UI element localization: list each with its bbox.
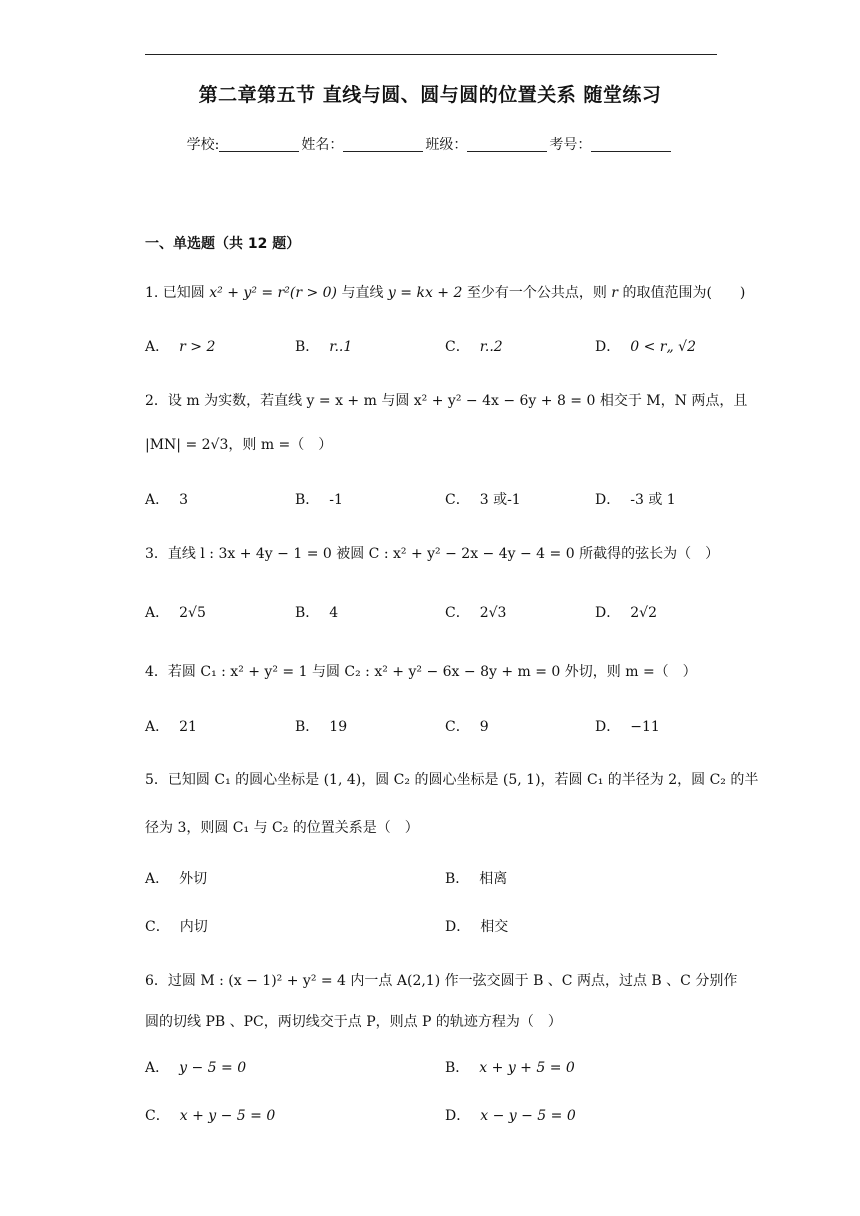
class-blank[interactable] [467,137,547,152]
option-1a[interactable]: A． r > 2 [145,339,216,355]
student-info-line [0,134,860,154]
option-2b[interactable]: B． -1 [295,492,343,508]
option-5a[interactable]: A． 外切 [145,871,208,887]
option-5d[interactable]: D． 相交 [445,919,509,935]
question-1: 1. 已知圆 x² + y² = r²(r > 0) 与直线 y = kx + 2 至少有一个公共点，则 r 的取值范围为( ) [145,285,746,301]
exam-number-blank[interactable] [591,137,671,152]
option-4a[interactable]: A． 21 [145,719,197,735]
option-4b[interactable]: B． 19 [295,719,348,735]
option-1c[interactable]: C． r..2 [445,339,503,355]
option-5b[interactable]: B． 相离 [445,871,508,887]
question-2-line-2: |MN| = 2√3，则 m =（ ） [145,437,333,453]
option-1d[interactable]: D． 0 < r„ √2 [595,339,696,355]
option-2d[interactable]: D． -3 或 1 [595,492,676,508]
option-4c[interactable]: C． 9 [445,719,489,735]
option-6a[interactable]: A． y − 5 = 0 [145,1060,247,1076]
option-6b[interactable]: B． x + y + 5 = 0 [445,1060,575,1076]
name-field[interactable]: 姓名： [301,134,425,154]
option-3a[interactable]: A． 2√5 [145,605,206,621]
option-1b[interactable]: B． r..1 [295,339,353,355]
page-title: 第二章第五节 直线与圆、圆与圆的位置关系 随堂练习 [198,84,662,106]
school-field[interactable]: 学校: [187,134,302,154]
top-rule [145,54,717,55]
option-6d[interactable]: D． x − y − 5 = 0 [445,1108,576,1124]
question-5-line-2: 径为 3，则圆 C₁ 与 C₂ 的位置关系是（ ） [145,820,419,836]
class-field[interactable]: 班级： [425,134,549,154]
option-4d[interactable]: D． −11 [595,719,660,735]
section-title: 一、单选题（共 12 题） [145,236,301,252]
question-2-line-1: 2．设 m 为实数，若直线 y = x + m 与圆 x² + y² − 4x − 6y + 8 = 0 相交于 M，N 两点，且 [145,393,748,409]
question-5-line-1: 5．已知圆 C₁ 的圆心坐标是 (1, 4)，圆 C₂ 的圆心坐标是 (5, 1)，若圆 C₁ 的半径为 2，圆 C₂ 的半 [145,772,759,788]
option-5c[interactable]: C． 内切 [145,919,208,935]
exam-number-field[interactable]: 考号： [549,134,673,154]
option-2a[interactable]: A． 3 [145,492,189,508]
option-3b[interactable]: B． 4 [295,605,339,621]
question-4: 4．若圆 C₁ : x² + y² = 1 与圆 C₂ : x² + y² − 6x − 8y + m = 0 外切，则 m =（ ） [145,664,697,680]
question-6-line-1: 6．过圆 M : (x − 1)² + y² = 4 内一点 A(2,1) 作一弦交圆于 B 、C 两点，过点 B 、C 分别作 [145,973,738,989]
option-3d[interactable]: D． 2√2 [595,605,657,621]
school-blank[interactable] [219,137,299,152]
question-6-line-2: 圆的切线 PB 、PC，两切线交于点 P，则点 P 的轨迹方程为（ ） [145,1014,562,1030]
option-3c[interactable]: C． 2√3 [445,605,507,621]
question-3: 3．直线 l : 3x + 4y − 1 = 0 被圆 C : x² + y² − 2x − 4y − 4 = 0 所截得的弦长为（ ） [145,546,720,562]
option-6c[interactable]: C． x + y − 5 = 0 [145,1108,276,1124]
name-blank[interactable] [343,137,423,152]
option-2c[interactable]: C． 3 或-1 [445,492,521,508]
